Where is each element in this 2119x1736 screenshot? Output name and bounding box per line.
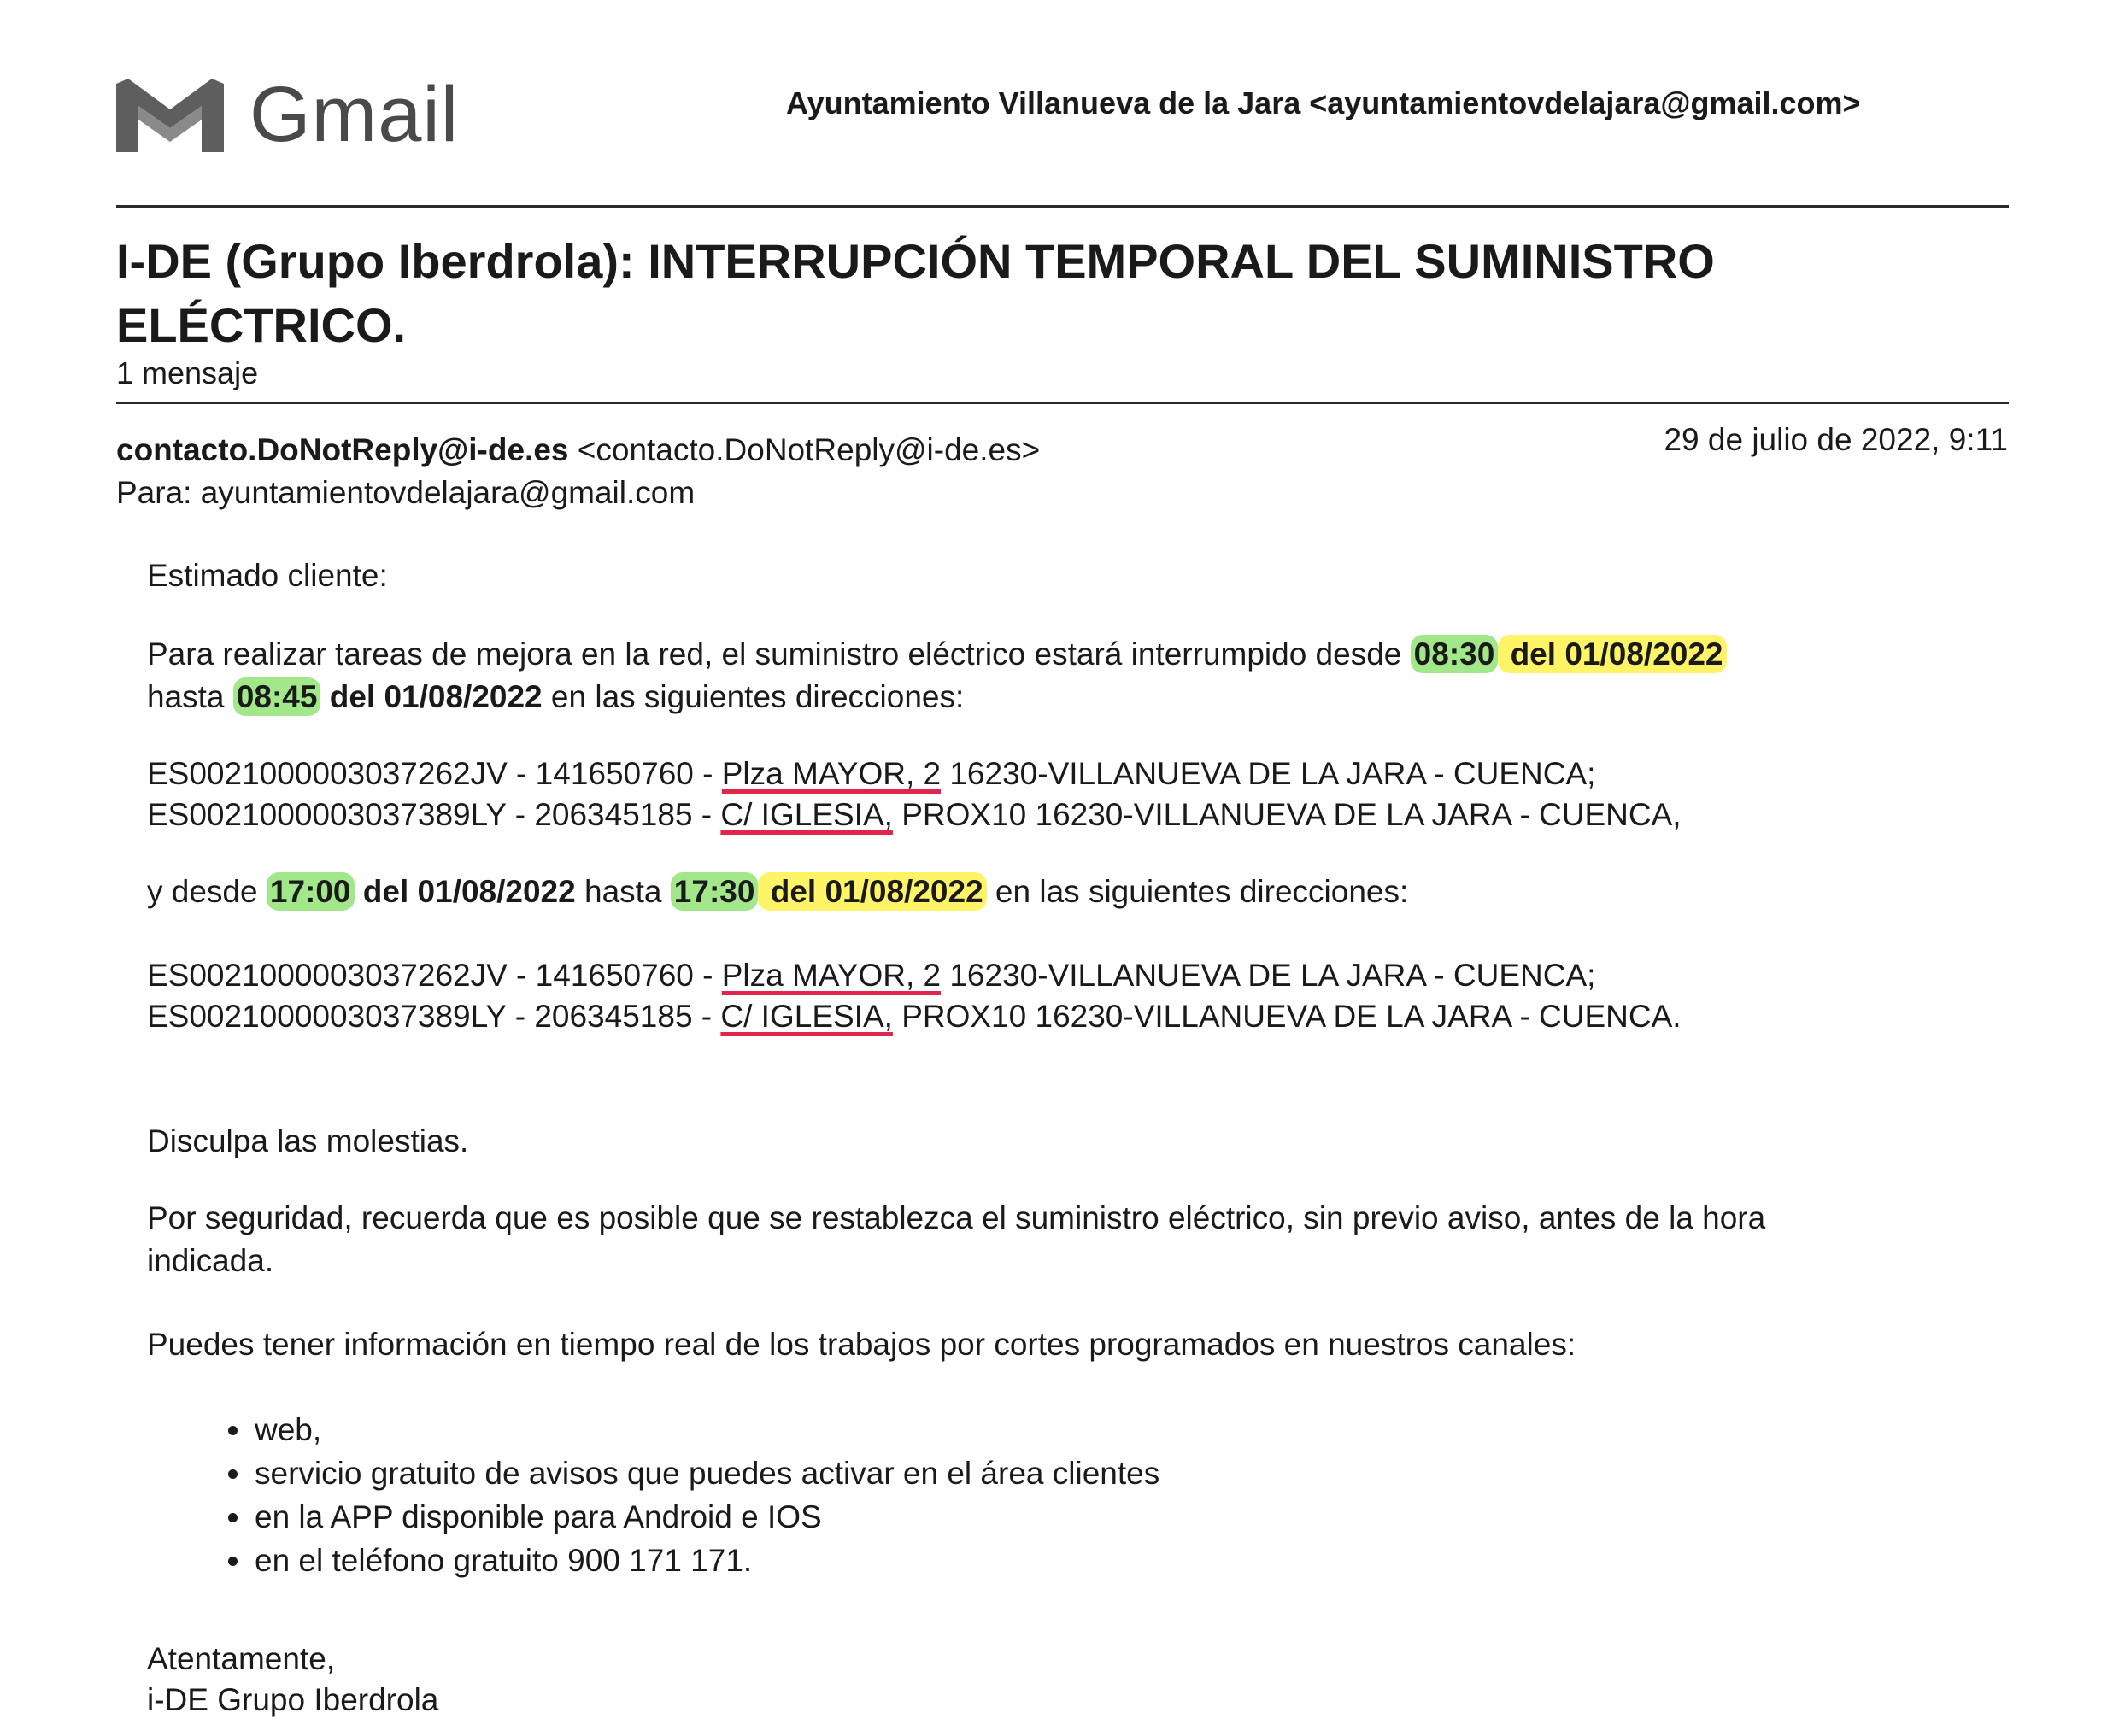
channels-list (147, 1408, 1159, 1582)
message-count: 1 mensaje (116, 355, 259, 390)
gmail-m-icon (113, 75, 227, 154)
list-item: • en la APP disponible para Android e IOS (253, 1495, 1159, 1539)
message-date: 29 de julio de 2022, 9:11 (1664, 422, 2008, 457)
address-line: ES0021000003037262JV - 141650760 - Plza MAYOR, 2 16230-VILLANUEVA DE LA JARA - CUENCA; (147, 756, 1596, 791)
paragraph-interruption-1: Para realizar tareas de mejora en la red, el suministro eléctrico estará interrumpido desde 08:30 del 01/08/2022 (147, 632, 1727, 677)
start-date-highlight: del 01/08/2022 (1498, 635, 1726, 673)
info-channels-intro: Puedes tener información en tiempo real de los trabajos por cortes programados en nuestros canales: (147, 1327, 1576, 1362)
apology: Disculpa las molestias. (147, 1123, 469, 1158)
list-item: • en el teléfono gratuito 900 171 171. (253, 1539, 1159, 1582)
signature: i-DE Grupo Iberdrola (147, 1682, 439, 1717)
list-item: • servicio gratuito de avisos que puedes activar en el área clientes (253, 1452, 1159, 1495)
street-underline: C/ IGLESIA, (720, 797, 893, 832)
street-underline: Plza MAYOR, 2 (721, 958, 942, 993)
address-line: ES0021000003037389LY - 206345185 - C/ IGLESIA, PROX10 16230-VILLANUEVA DE LA JARA - CUENCA. (147, 999, 1682, 1034)
street-underline: C/ IGLESIA, (720, 999, 893, 1034)
safety-notice-line: indicada. (147, 1243, 274, 1278)
street-underline: Plza MAYOR, 2 (721, 756, 942, 791)
sender-name: contacto.DoNotReply@i-de.es (116, 432, 569, 467)
gmail-logo (113, 71, 460, 158)
recipient-label: Para: (116, 475, 192, 510)
sender-email: <contacto.DoNotReply@i-de.es> (577, 432, 1041, 467)
start-time-highlight: 17:00 (267, 872, 355, 911)
sender-line (116, 432, 1040, 468)
account-header: Ayuntamiento Villanueva de la Jara <ayuntamientovdelajara@gmail.com> (786, 85, 1861, 120)
safety-notice-line: Por seguridad, recuerda que es posible que se restablezca el suministro eléctrico, sin previo aviso, antes de la hora (147, 1200, 1766, 1235)
start-time-highlight: 08:30 (1411, 635, 1499, 673)
paragraph-interruption-1-cont: hasta 08:45 del 01/08/2022 en las siguientes direcciones: (147, 679, 965, 714)
end-time-highlight: 17:30 (671, 872, 759, 911)
email-subject: I-DE (Grupo Iberdrola): INTERRUPCIÓN TEMPORAL DEL SUMINISTRO ELÉCTRICO. (116, 234, 1715, 352)
address-line: ES0021000003037389LY - 206345185 - C/ IGLESIA, PROX10 16230-VILLANUEVA DE LA JARA - CUENCA, (147, 797, 1682, 832)
end-time-highlight: 08:45 (233, 677, 321, 716)
gmail-wordmark: Gmail (249, 71, 460, 158)
paragraph-interruption-2: y desde 17:00 del 01/08/2022 hasta 17:30 del 01/08/2022 en las siguientes direcciones: (147, 874, 1409, 909)
address-line: ES0021000003037262JV - 141650760 - Plza MAYOR, 2 16230-VILLANUEVA DE LA JARA - CUENCA; (147, 958, 1596, 993)
list-item: • web, (253, 1408, 1159, 1452)
recipient-line (116, 475, 695, 511)
end-date-highlight: del 01/08/2022 (758, 872, 986, 911)
closing: Atentamente, (147, 1641, 336, 1676)
greeting: Estimado cliente: (147, 558, 388, 593)
divider (116, 205, 2009, 208)
divider (116, 402, 2009, 404)
recipient-email: ayuntamientovdelajara@gmail.com (200, 475, 696, 510)
